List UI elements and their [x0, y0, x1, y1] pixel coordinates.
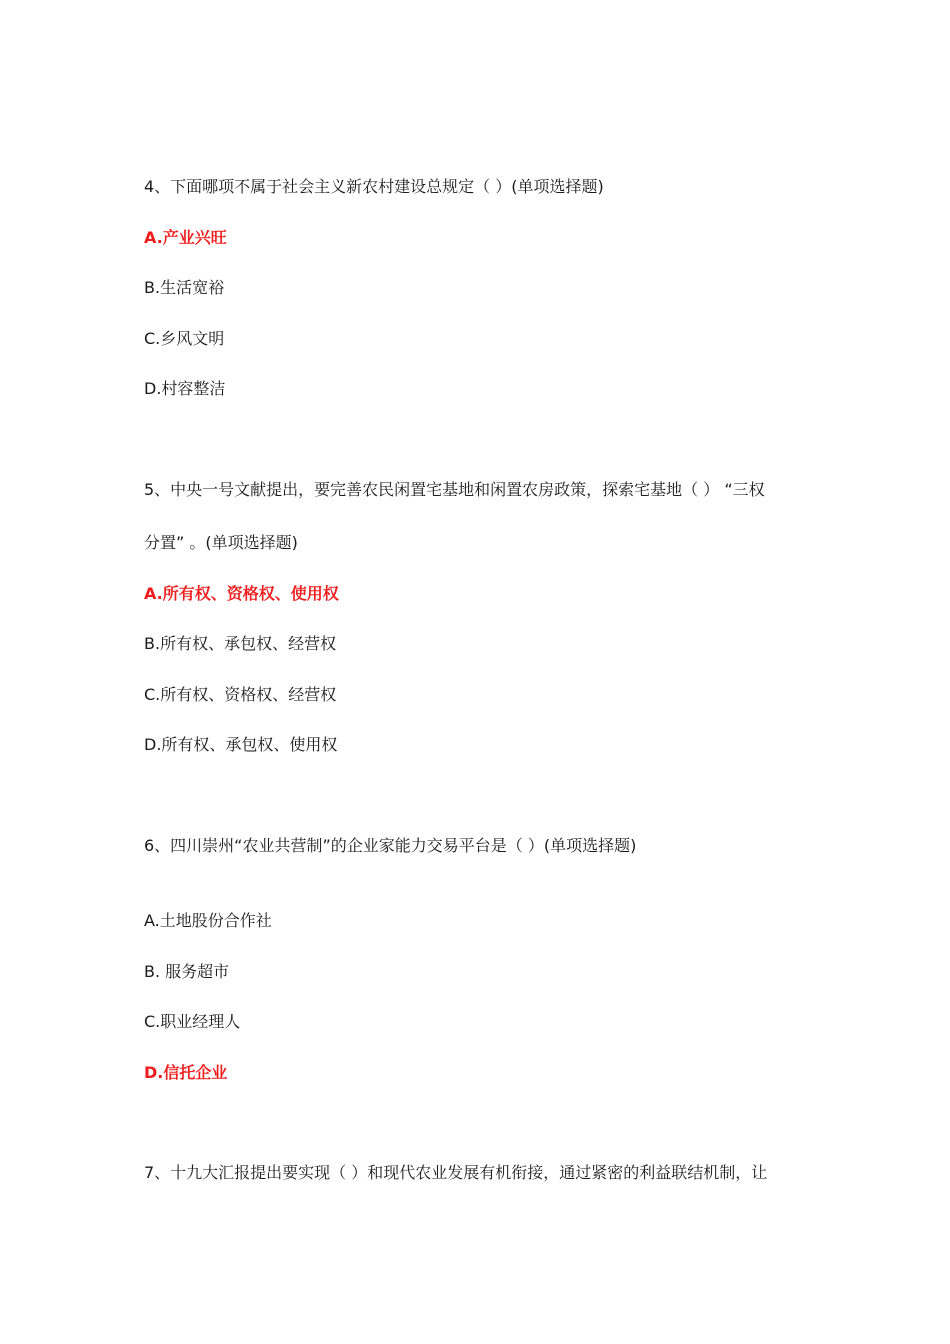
question-6-stem: 6、四川崇州“农业共营制”的企业家能力交易平台是（ ）(单项选择题) [144, 836, 637, 855]
question-6-option-b: B. 服务超市 [144, 962, 230, 981]
question-6-option-a: A.土地股份合作社 [144, 911, 272, 930]
question-5-option-b: B.所有权、承包权、经营权 [144, 634, 337, 653]
question-6-option-d-correct: D.信托企业 [144, 1063, 228, 1082]
question-5-option-d: D.所有权、承包权、使用权 [144, 735, 338, 754]
question-5-stem-line-1: 5、中央一号文献提出，要完善农民闲置宅基地和闲置农房政策，探索宅基地（ ） “三权 [144, 480, 765, 499]
question-6-option-c: C.职业经理人 [144, 1012, 241, 1031]
question-5-option-a-correct: A.所有权、资格权、使用权 [144, 584, 339, 603]
question-4-option-b: B.生活宽裕 [144, 278, 225, 297]
question-5-option-c: C.所有权、资格权、经营权 [144, 685, 337, 704]
question-7-stem: 7、十九大汇报提出要实现（ ）和现代农业发展有机衔接，通过紧密的利益联结机制，让 [144, 1163, 768, 1182]
question-4-option-a-correct: A.产业兴旺 [144, 228, 227, 247]
question-4-option-d: D.村容整洁 [144, 379, 226, 398]
question-4-stem: 4、下面哪项不属于社会主义新农村建设总规定（ ）(单项选择题) [144, 177, 604, 196]
question-5-stem-line-2: 分置” 。(单项选择题) [144, 533, 298, 552]
question-4-option-c: C.乡风文明 [144, 329, 225, 348]
